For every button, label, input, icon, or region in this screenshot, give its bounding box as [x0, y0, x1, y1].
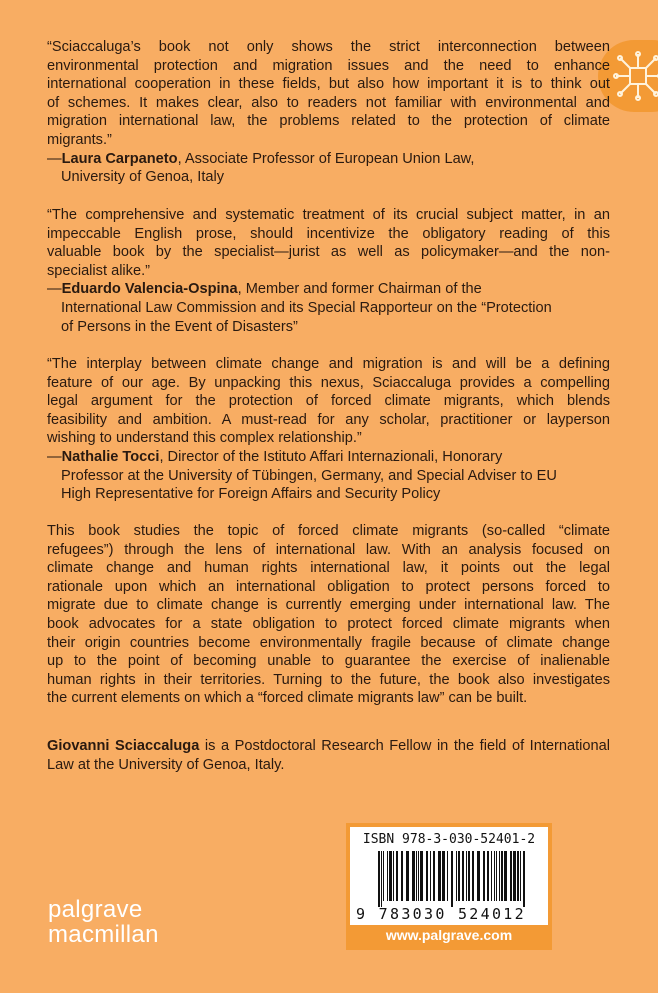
text-line — [47, 75, 610, 94]
endorsement-quote — [47, 355, 610, 504]
text-line — [61, 318, 610, 337]
book-description — [47, 522, 610, 708]
barcode-bar — [389, 851, 392, 901]
barcode-bar — [433, 851, 435, 901]
barcode-bar — [393, 851, 394, 901]
line-text: the current elements on which a “forced climate migrants law” can be built. — [47, 690, 528, 707]
barcode-bar — [483, 851, 485, 901]
line-text: High Representative for Foreign Affairs and Security Policy — [61, 486, 441, 503]
barcode-bar — [458, 851, 460, 901]
line-text: wishing to understand this complex relationship.” — [47, 430, 362, 447]
line-text: International Law Commission and its Special Rapporteur on the “Protection — [61, 299, 552, 316]
line-text: specialist alike.” — [47, 262, 151, 279]
endorsement-quote — [47, 206, 610, 336]
barcode-bar — [456, 851, 457, 901]
text-line — [47, 652, 610, 671]
text-line — [47, 737, 610, 756]
publisher-logo — [48, 897, 159, 947]
text-line — [47, 541, 610, 560]
text-line — [47, 559, 610, 578]
line-text: environmental protection and migration issues and the need to enhance — [47, 57, 610, 74]
barcode-bar — [442, 851, 445, 901]
text-line — [47, 94, 610, 113]
barcode-bar — [517, 851, 519, 901]
author-name: Nathalie Tocci — [61, 448, 160, 465]
barcode-bar — [513, 851, 516, 901]
barcode-bar — [472, 851, 474, 901]
text-line — [47, 355, 610, 374]
barcode-bar — [477, 851, 480, 901]
barcode-bars — [378, 851, 528, 907]
text-line — [61, 485, 610, 504]
line-text: of Persons in the Event of Disasters” — [61, 318, 298, 335]
text-line — [47, 131, 610, 150]
barcode-bar — [438, 851, 441, 901]
text-line: —Nathalie Tocci, Director of the Istituto Affari Internazionali, Honorary — [47, 448, 503, 465]
text-line — [47, 522, 610, 541]
logo-line-1: palgrave — [48, 896, 143, 923]
text-line — [47, 578, 610, 597]
barcode-bar — [466, 851, 467, 901]
isbn-text: ISBN 978-3-030-52401-2 — [362, 832, 536, 847]
line-text: impeccable English prose, should incentivize the obligatory reading of this — [47, 225, 610, 242]
text-line — [47, 225, 610, 244]
barcode-bar — [418, 851, 419, 901]
logo-line-2: macmillan — [48, 921, 159, 948]
barcode-bar — [426, 851, 428, 901]
text-line — [47, 756, 610, 775]
line-text: feasibility and ambition. A must-read for any scholar, practitioner or layperson — [47, 411, 610, 428]
line-text: their origin countries become environmentally fragile because of climate change — [47, 634, 610, 651]
line-text: rationale upon which an international obligation to protect persons forced to — [47, 578, 610, 595]
text-line — [47, 615, 610, 634]
barcode-bar — [462, 851, 464, 901]
text-line — [47, 38, 610, 57]
quote-attribution — [47, 280, 610, 336]
line-text: migration international law, the problems related to the protection of climate — [47, 113, 610, 130]
line-text: valuable book by the specialist—jurist as well as policymaker—and the non- — [47, 244, 610, 261]
line-text: up to the point of becoming unable to guarantee the exercise of inalienable — [47, 653, 610, 670]
barcode-bar — [510, 851, 512, 901]
text-line — [47, 596, 610, 615]
barcode-bar — [378, 851, 380, 907]
barcode-bar — [430, 851, 431, 901]
line-text: “The comprehensive and systematic treatment of its crucial subject matter, in an — [47, 207, 610, 223]
barcode-bar — [406, 851, 409, 901]
publisher-url[interactable]: www.palgrave.com — [385, 927, 513, 943]
text-line: —Laura Carpaneto, Associate Professor of European Union Law, — [47, 150, 475, 167]
line-text: , Member and former Chairman of the — [237, 281, 482, 298]
barcode-bar — [381, 851, 382, 907]
text-line — [47, 374, 610, 393]
barcode-bar — [520, 851, 521, 901]
line-text: climate change and human rights international law, it points out the legal — [47, 560, 610, 577]
barcode-bar — [420, 851, 423, 901]
barcode-bar — [499, 851, 500, 901]
barcode-bar — [468, 851, 470, 901]
text-line — [47, 262, 610, 281]
author-name: Giovanni Sciaccaluga — [47, 738, 200, 754]
barcode-bar — [496, 851, 497, 901]
barcode-bar — [396, 851, 398, 901]
barcode-bar — [387, 851, 388, 901]
line-text: of schemes. It makes clear, also to readers not familiar with environmental and — [47, 94, 610, 111]
text-line: —Eduardo Valencia-Ospina, Member and former Chairman of the — [47, 281, 482, 298]
line-text: migrate due to climate change is currently emerging under international law. The — [47, 597, 610, 614]
line-text: legal argument for the protection of forced climate migrants, which blends — [47, 393, 610, 410]
line-text: Law at the University of Genoa, Italy. — [47, 756, 285, 773]
line-text: “Sciaccaluga’s book not only shows the strict interconnection between — [47, 39, 610, 55]
line-text: refugees”) through the lens of international law. With an analysis focused on — [47, 541, 610, 558]
text-line — [61, 168, 610, 187]
line-text: “The interplay between climate change and migration is and will be a defining — [47, 356, 610, 372]
network-icon — [612, 50, 658, 102]
line-text: feature of our age. By unpacking this nexus, Sciaccaluga provides a compelling — [47, 374, 610, 391]
line-text: international cooperation in these fields, but also how important it is to think out — [47, 76, 610, 93]
line-text: University of Genoa, Italy — [61, 169, 225, 186]
line-text: Professor at the University of Tübingen, Germany, and Special Adviser to EU — [61, 467, 557, 484]
barcode-bar — [487, 851, 489, 901]
author-name: Eduardo Valencia-Ospina — [61, 281, 238, 298]
line-text: human rights in their territories. Turning to the future, the book also investigates — [47, 671, 610, 688]
text-line — [47, 634, 610, 653]
text-line — [47, 689, 610, 708]
barcode-bar — [447, 851, 448, 901]
line-text: This book studies the topic of forced climate migrants (so-called “climate — [47, 523, 610, 539]
line-text: book advocates for a state obligation to protect forced climate migrants when — [47, 615, 610, 632]
text-line — [47, 429, 610, 448]
text-line — [47, 57, 610, 76]
barcode-bar — [501, 851, 503, 901]
author-bio — [47, 737, 610, 774]
barcode-bar — [494, 851, 495, 901]
text-line — [47, 411, 610, 430]
barcode-bar — [451, 851, 453, 907]
quote-attribution — [47, 150, 610, 187]
line-text: is a Postdoctoral Research Fellow in the field of International — [199, 738, 610, 754]
barcode-digits: 9 783030 524012 — [356, 905, 526, 923]
line-text: , Associate Professor of European Union Law, — [177, 150, 475, 167]
author-name: Laura Carpaneto — [61, 150, 178, 167]
barcode-bar — [412, 851, 415, 901]
barcode-bar — [401, 851, 403, 901]
barcode-bar — [416, 851, 417, 901]
barcode-bar — [491, 851, 492, 901]
isbn-barcode — [346, 823, 552, 950]
line-text: migrants.” — [47, 131, 112, 148]
text-line — [47, 671, 610, 690]
barcode-bar — [504, 851, 507, 901]
line-text: , Director of the Istituto Affari Internazionali, Honorary — [159, 448, 503, 465]
text-line — [47, 392, 610, 411]
text-line — [47, 206, 610, 225]
quote-attribution — [47, 448, 610, 504]
text-line — [47, 112, 610, 131]
text-line — [61, 299, 610, 318]
endorsement-quote — [47, 38, 610, 187]
text-line — [47, 243, 610, 262]
barcode-bar — [523, 851, 525, 907]
barcode-bar — [383, 851, 384, 901]
text-line — [61, 467, 610, 486]
